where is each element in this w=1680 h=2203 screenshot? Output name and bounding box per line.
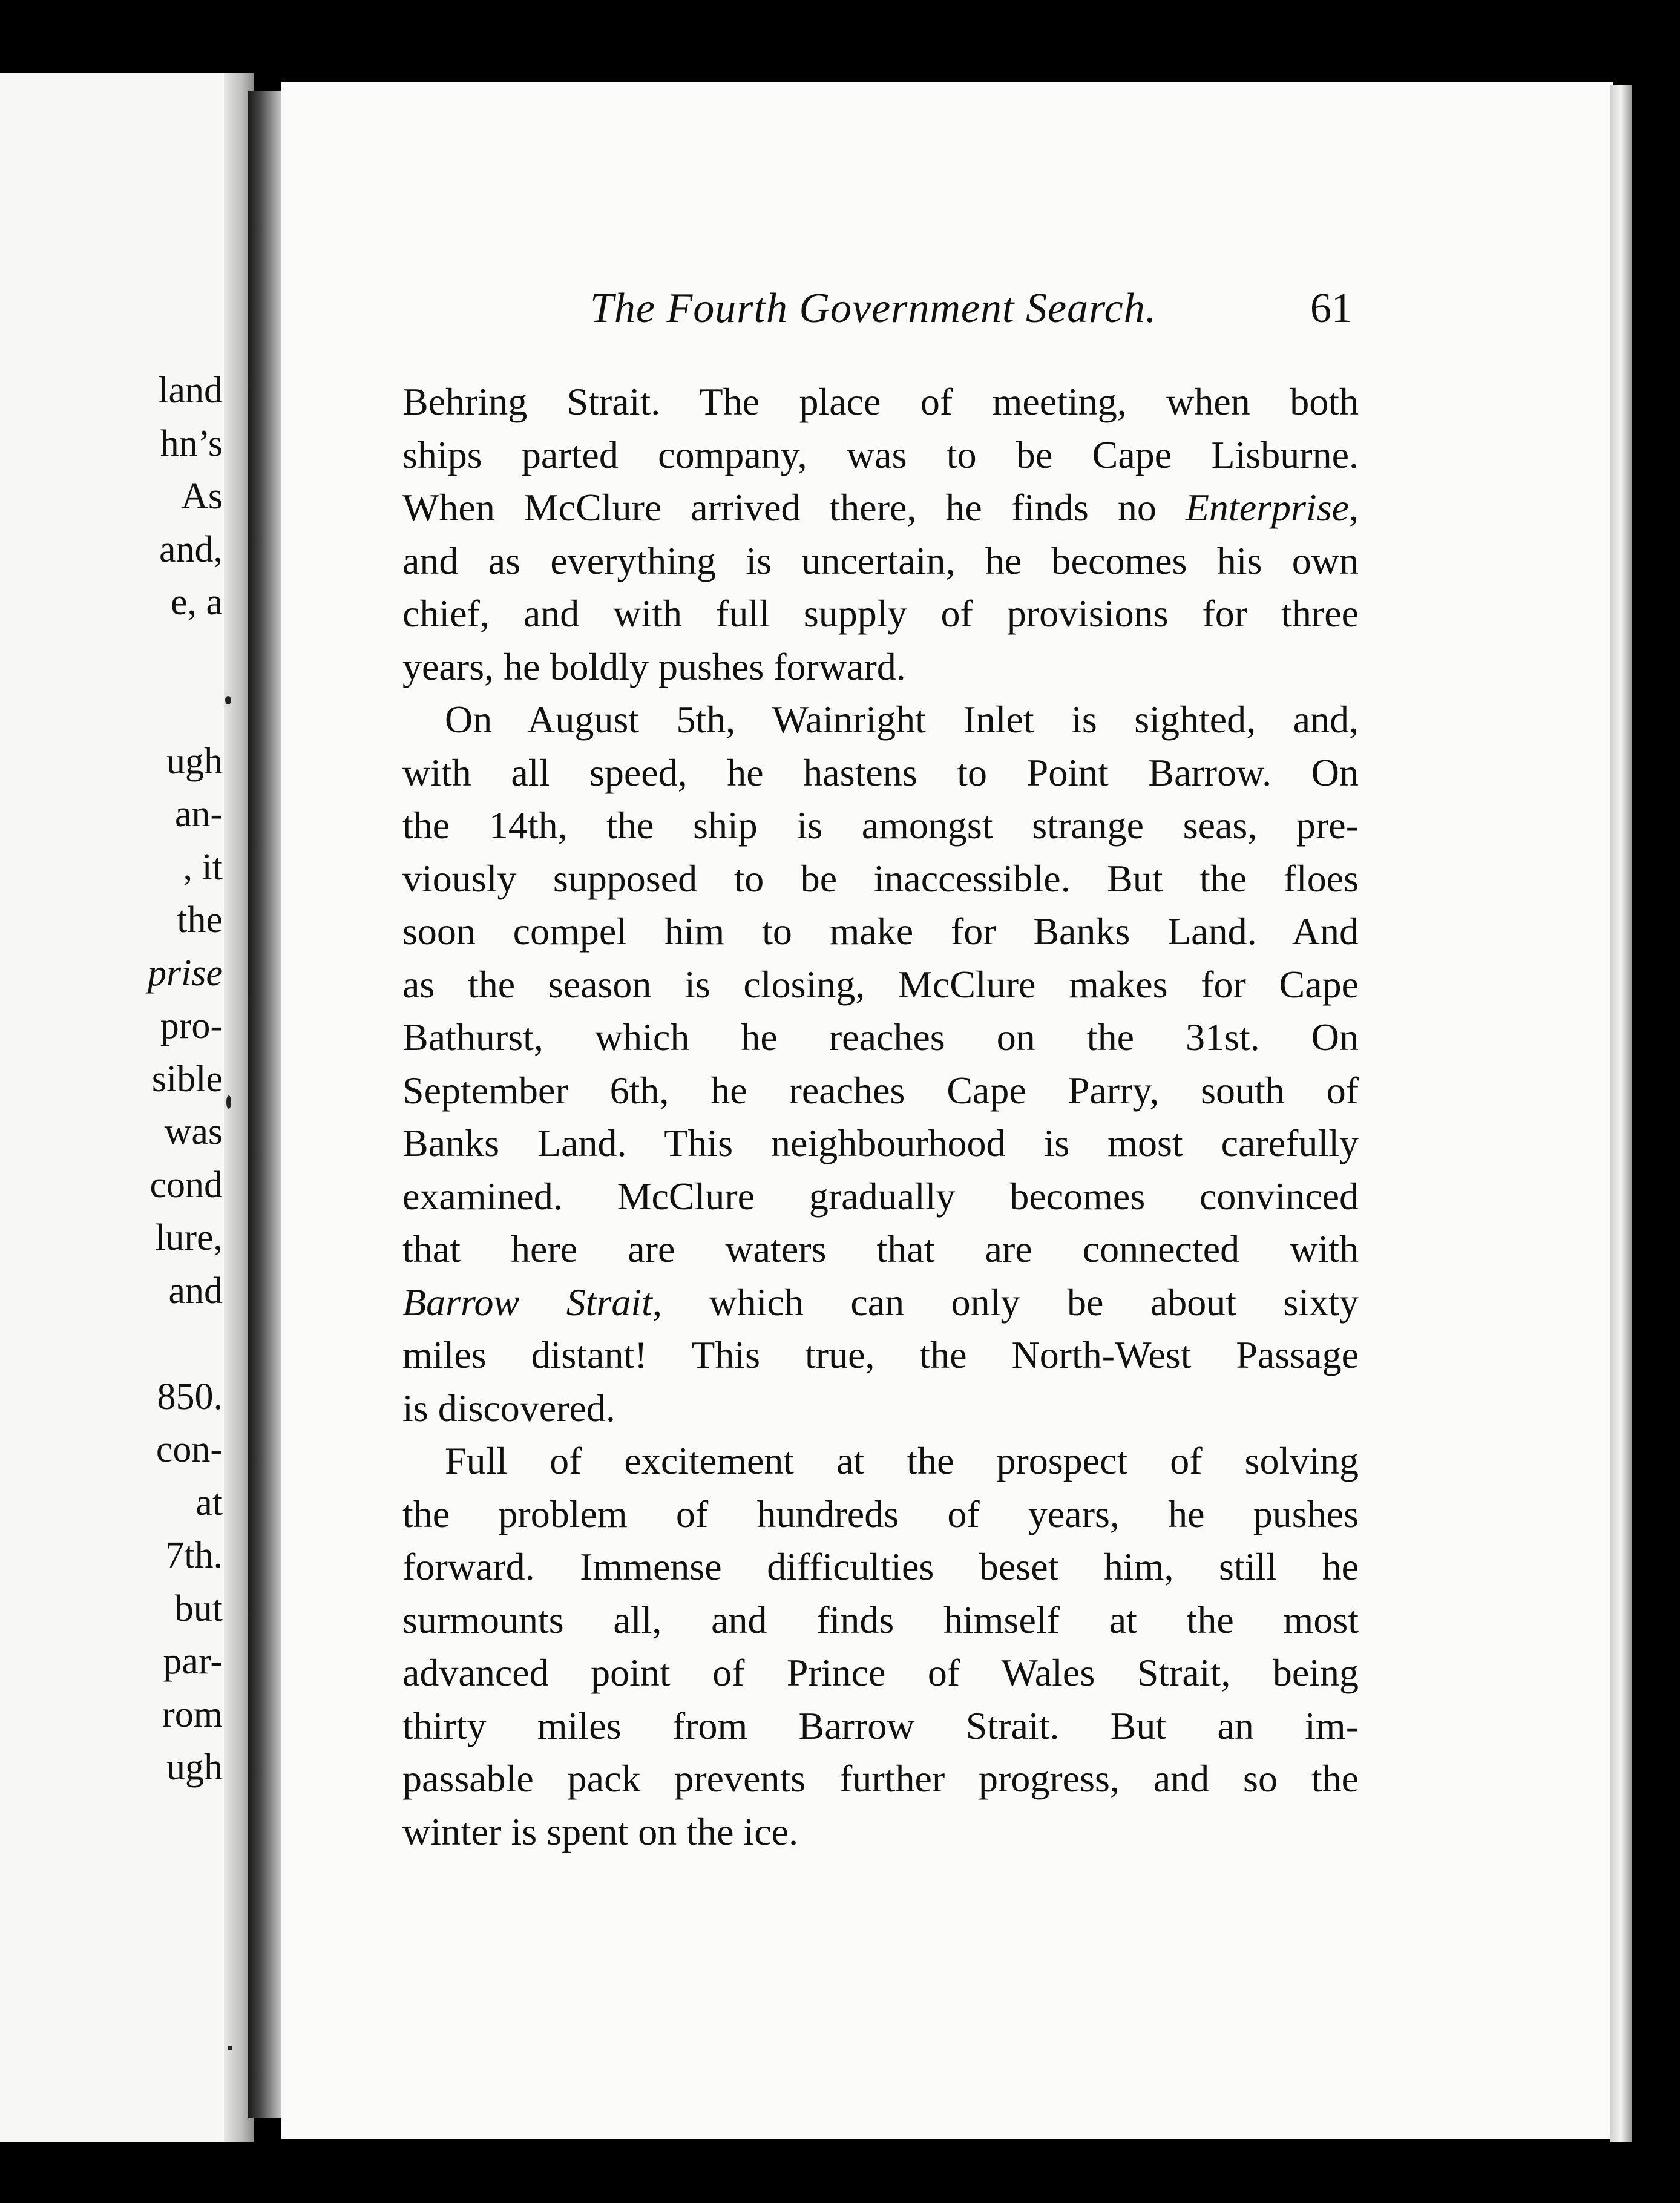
text-line: with all speed, he hastens to Point Barrow. On: [402, 750, 1359, 794]
left-page-line-fragment: e, a: [170, 582, 223, 623]
left-page-line-fragment: cond: [149, 1164, 223, 1206]
left-page-line-fragment: at: [195, 1482, 223, 1523]
left-page-line-fragment: pro-: [160, 1005, 223, 1046]
text-line: is discovered.: [402, 1386, 615, 1430]
text-line: that here are waters that are connected with: [402, 1227, 1359, 1270]
left-page-line-fragment: 850.: [157, 1376, 223, 1417]
text-line: forward. Immense difficulties beset him, still he: [402, 1545, 1359, 1588]
text-line: the 14th, the ship is amongst strange seas, pre-: [402, 804, 1359, 847]
text-line: chief, and with full supply of provisions for three: [402, 592, 1359, 635]
left-page-line-fragment: , it: [183, 846, 223, 888]
left-page-line-fragment: As: [181, 476, 223, 517]
text-line: the problem of hundreds of years, he pushes: [402, 1492, 1359, 1535]
left-page-line-fragment: an-: [174, 793, 223, 835]
text-line: examined. McClure gradually becomes convinced: [402, 1174, 1359, 1218]
text-line: When McClure arrived there, he finds no Enterprise,: [402, 486, 1359, 529]
left-page-line-fragment: lure,: [155, 1217, 223, 1258]
paragraph: [402, 693, 1359, 1434]
left-page-line-fragment: prise: [148, 952, 223, 994]
left-page-line-fragment: but: [174, 1587, 223, 1629]
running-head-title: The Fourth Government Search.: [590, 285, 1157, 332]
left-page: [0, 73, 254, 2142]
text-line: Barrow Strait, which can only be about sixty: [402, 1280, 1359, 1324]
text-line: advanced point of Prince of Wales Strait, being: [402, 1651, 1359, 1694]
text-line: passable pack prevents further progress, and so the: [402, 1757, 1359, 1800]
left-page-line-fragment: hn’s: [160, 422, 223, 464]
body-text: [402, 375, 1359, 1858]
text-line: viously supposed to be inaccessible. But the floes: [402, 856, 1359, 900]
left-page-line-fragment: the: [177, 899, 223, 941]
page-number: 61: [1310, 285, 1353, 332]
text-line: thirty miles from Barrow Strait. But an im-: [402, 1704, 1359, 1747]
scan-speck: [225, 696, 231, 704]
book-binding-shadow: [248, 91, 284, 2118]
text-line: years, he boldly pushes forward.: [402, 645, 906, 688]
left-page-line-fragment: sible: [151, 1058, 223, 1100]
scan-speck: [228, 2046, 232, 2050]
text-line: On August 5th, Wainright Inlet is sighted, and,: [445, 698, 1359, 741]
scan-speck: [226, 1095, 231, 1109]
text-line: surmounts all, and finds himself at the most: [402, 1598, 1359, 1641]
left-page-line-fragment: ugh: [166, 740, 223, 782]
left-page-line-fragment: and,: [159, 528, 223, 570]
page-edge: [1610, 85, 1632, 2142]
text-line: winter is spent on the ice.: [402, 1810, 799, 1853]
text-line: and as everything is uncertain, he becomes his own: [402, 539, 1359, 582]
text-line: Bathurst, which he reaches on the 31st. On: [402, 1016, 1359, 1059]
text-line: September 6th, he reaches Cape Parry, south of: [402, 1068, 1359, 1112]
left-page-line-fragment: par-: [163, 1641, 223, 1682]
text-line: miles distant! This true, the North-West Passage: [402, 1333, 1359, 1376]
left-page-line-fragment: and: [168, 1270, 223, 1312]
left-page-line-fragment: rom: [162, 1693, 223, 1735]
text-line: Behring Strait. The place of meeting, when both: [402, 380, 1359, 423]
text-line: Banks Land. This neighbourhood is most carefully: [402, 1121, 1359, 1164]
text-line: soon compel him to make for Banks Land. And: [402, 910, 1359, 953]
text-line: ships parted company, was to be Cape Lisburne.: [402, 433, 1359, 476]
text-line: Full of excitement at the prospect of solving: [445, 1439, 1359, 1482]
left-page-line-fragment: land: [158, 370, 223, 411]
paragraph: [402, 1434, 1359, 1858]
text-line: as the season is closing, McClure makes for Cape: [402, 962, 1359, 1006]
left-page-line-fragment: con-: [156, 1429, 223, 1470]
left-page-line-fragment: 7th.: [165, 1535, 223, 1576]
left-page-line-fragment: ugh: [166, 1747, 223, 1788]
left-page-line-fragment: was: [164, 1111, 223, 1152]
paragraph: [402, 375, 1359, 693]
